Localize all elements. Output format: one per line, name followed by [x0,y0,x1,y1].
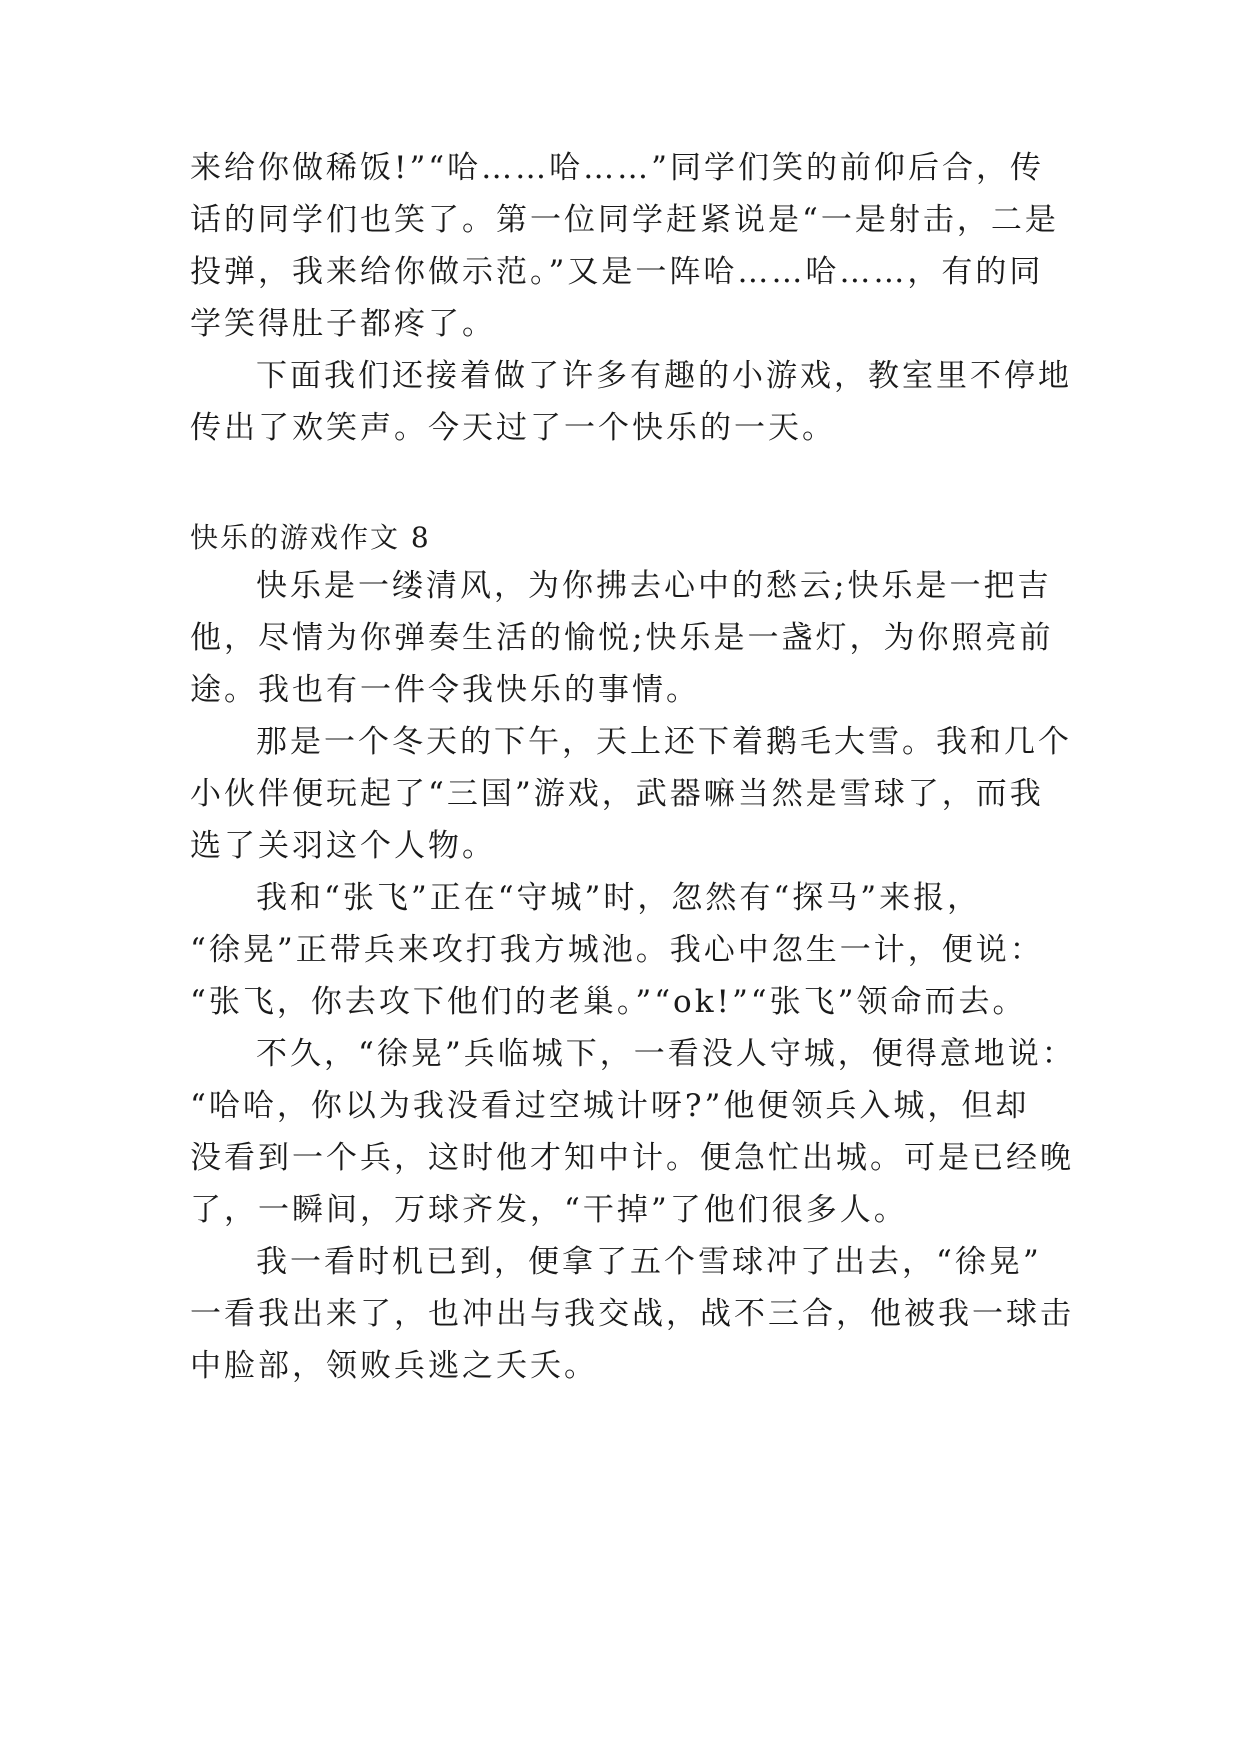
section-title: 快乐的游戏作文 8 [190,521,431,554]
text-line: 他，尽情为你弹奏生活的愉悦;快乐是一盏灯，为你照亮前 [190,620,1054,656]
text-line: 选了关羽这个人物。 [190,828,496,864]
text-line: 话的同学们也笑了。第一位同学赶紧说是“一是射击，二是 [190,202,1059,238]
text-line: 投弹，我来给你做示范。”又是一阵哈……哈……，有的同 [190,254,1044,290]
text-line: “徐晃”正带兵来攻打我方城池。我心中忽生一计，便说： [190,932,1044,968]
text-line: 下面我们还接着做了许多有趣的小游戏，教室里不停地 [256,358,1072,394]
text-line: 我一看时机已到，便拿了五个雪球冲了出去，“徐晃” [256,1244,1042,1280]
text-line: 我和“张飞”正在“守城”时，忽然有“探马”来报， [256,880,982,916]
text-line: 快乐是一缕清风，为你拂去心中的愁云;快乐是一把吉 [256,568,1052,604]
text-line: “哈哈，你以为我没看过空城计呀?”他便领兵入城，但却 [190,1088,1030,1124]
text-line: 途。我也有一件令我快乐的事情。 [190,672,700,708]
text-line: 一看我出来了，也冲出与我交战，战不三合，他被我一球击 [190,1296,1074,1332]
text-line: 小伙伴便玩起了“三国”游戏，武器嘛当然是雪球了，而我 [190,776,1044,812]
text-line: 传出了欢笑声。今天过了一个快乐的一天。 [190,410,836,446]
text-line: 了，一瞬间，万球齐发，“干掉”了他们很多人。 [190,1192,908,1228]
text-line: “张飞，你去攻下他们的老巢。”“ok!”“张飞”领命而去。 [190,984,1027,1020]
text-line: 学笑得肚子都疼了。 [190,306,496,342]
text-line: 那是一个冬天的下午，天上还下着鹅毛大雪。我和几个 [256,724,1072,760]
text-line: 没看到一个兵，这时他才知中计。便急忙出城。可是已经晚 [190,1140,1074,1176]
text-line: 不久，“徐晃”兵临城下，一看没人守城，便得意地说： [256,1036,1076,1072]
text-line: 来给你做稀饭!”“哈……哈……”同学们笑的前仰后合，传 [190,150,1044,186]
text-line: 中脸部，领败兵逃之夭夭。 [190,1348,598,1384]
